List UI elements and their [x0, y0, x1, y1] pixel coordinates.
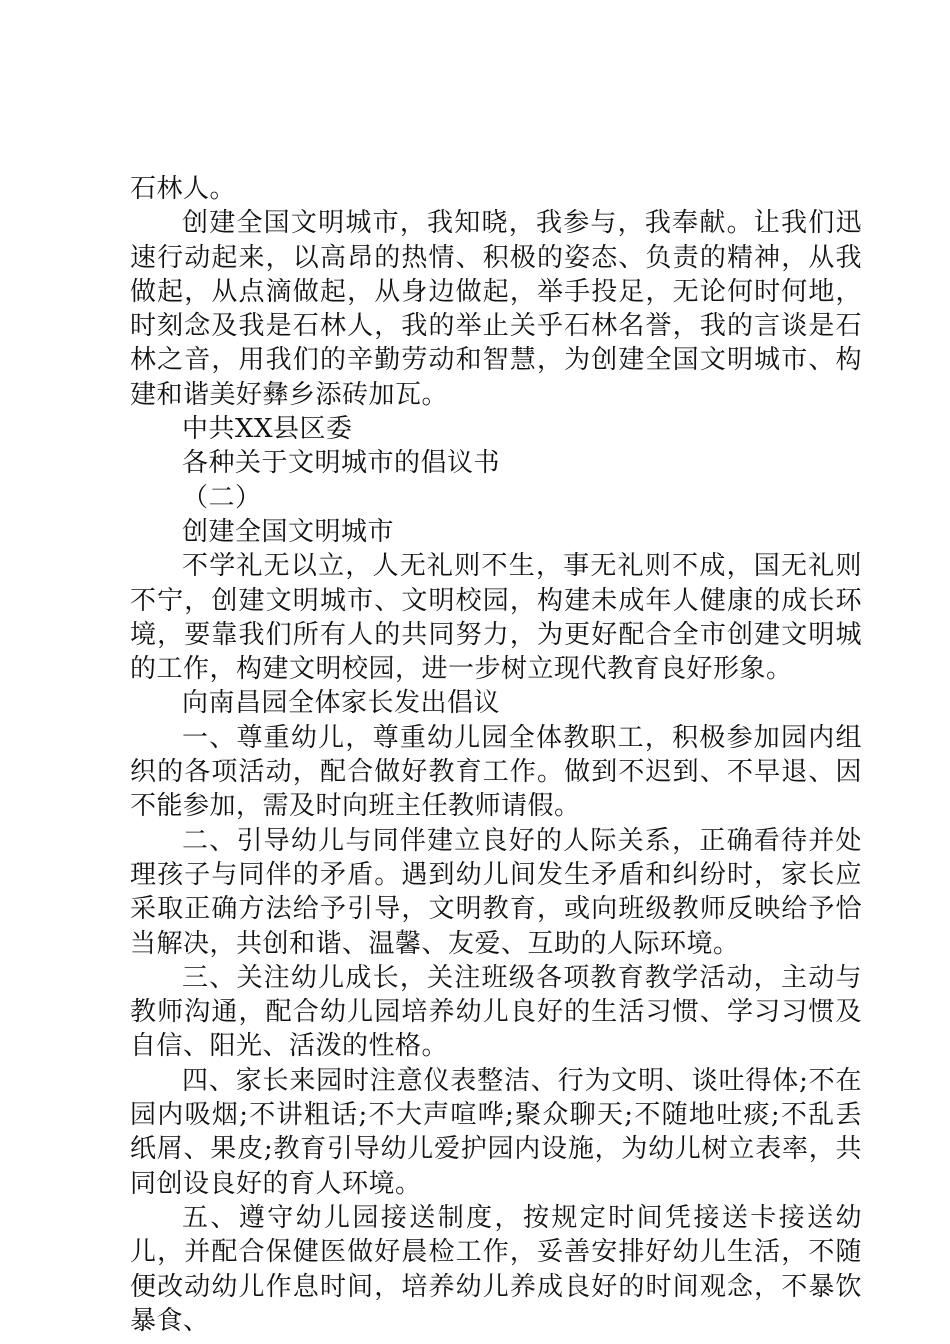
paragraph-2: 创建全国文明城市，我知晓，我参与，我奉献。让我们迅速行动起来，以高昂的热情、积极的姿态、负责的精神，从我做起，从点滴做起，从身边做起，举手投足，无论何时何地，时刻念及我是石林人，我的举止关乎石林名誉，我的言谈是石林之音，用我们的辛勤劳动和智慧，为创建全国文明城市、构建和谐美好彝乡添砖加瓦。 — [130, 208, 862, 410]
proposal-item-5: 五、遵守幼儿园接送制度，按规定时间凭接送卡接送幼儿，并配合保健医做好晨检工作，妥善安排好幼儿生活，不随便改动幼儿作息时间，培养幼儿养成良好的时间观念，不暴饮暴食、 — [130, 1202, 862, 1336]
proposal-heading: 向南昌园全体家长发出倡议 — [182, 688, 501, 719]
paragraph-intro: 不学礼无以立，人无礼则不生，事无礼则不成，国无礼则不宁，创建文明城市、文明校园，构建未成年人健康的成长环境，要靠我们所有人的共同努力，为更好配合全市创建文明城的工作，构建文明校园，进一步树立现代教育良好形象。 — [130, 551, 862, 685]
paragraph-1: 石林人。 — [130, 174, 237, 204]
proposal-item-2: 二、引导幼儿与同伴建立良好的人际关系，正确看待并处理孩子与同伴的矛盾。遇到幼儿间发生矛盾和纠纷时，家长应采取正确方法给予引导，文明教育，或向班级教师反映给予恰当解决，共创和谐、温馨、友爱、互助的人际环境。 — [130, 825, 862, 959]
section-title: 各种关于文明城市的倡议书 — [182, 448, 501, 479]
proposal-item-4: 四、家长来园时注意仪表整洁、行为文明、谈吐得体;不在园内吸烟;不讲粗话;不大声喧哗;聚众聊天;不随地吐痰;不乱丢纸屑、果皮;教育引导幼儿爱护园内设施，为幼儿树立表率，共同创设良好的育人环境。 — [130, 1065, 862, 1199]
proposal-item-1: 一、尊重幼儿，尊重幼儿园全体教职工，积极参加园内组织的各项活动，配合做好教育工作。做到不迟到、不早退、因不能参加，需及时向班主任教师请假。 — [130, 722, 862, 822]
proposal-item-3: 三、关注幼儿成长，关注班级各项教育教学活动，主动与教师沟通，配合幼儿园培养幼儿良好的生活习惯、学习习惯及自信、阳光、活泼的性格。 — [130, 962, 862, 1062]
signature-line: 中共XX县区委 — [182, 414, 353, 445]
section-subtitle: 创建全国文明城市 — [182, 516, 395, 547]
document-body — [130, 172, 862, 1338]
section-number: （二） — [182, 482, 262, 513]
